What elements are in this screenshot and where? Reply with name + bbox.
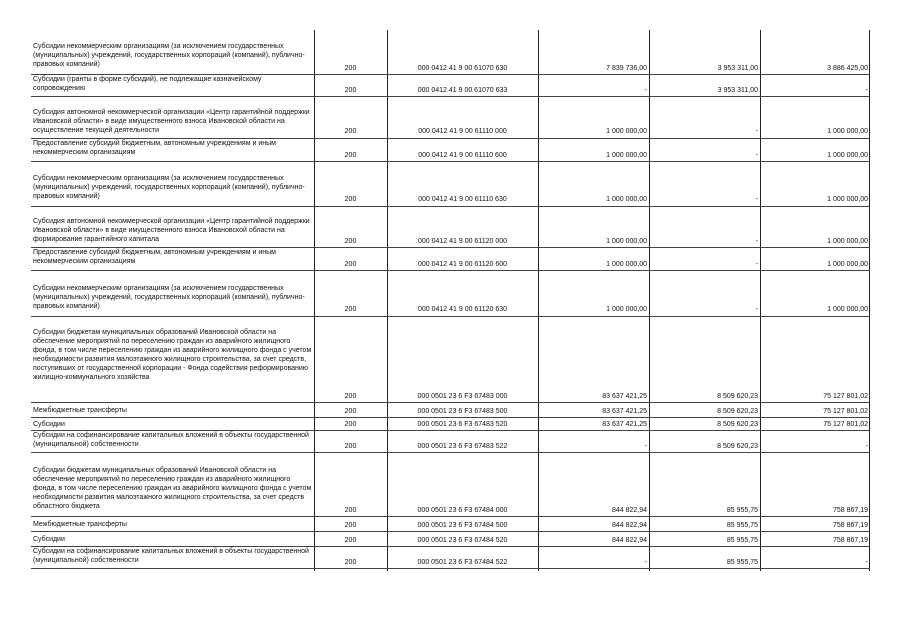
row-name-text: Субсидии <box>33 421 65 428</box>
table-row <box>31 517 870 531</box>
row-value-remaining-text: 1 000 000,00 <box>827 261 868 268</box>
row-code-text: 200 <box>344 87 357 94</box>
row-code-text: 200 <box>344 537 357 544</box>
row-value-approved <box>538 328 649 402</box>
table-row <box>31 431 870 452</box>
row-value-remaining-text: 3 886 425,00 <box>827 65 868 72</box>
row-name-text: Субсидия автономной некоммерческой организации «Центр гарантийной поддержки Ивановской области» в виде имущественного взноса Ивановской области на осуществление текущей деятельности <box>33 109 310 134</box>
table-row <box>31 547 870 568</box>
row-name-text: Межбюджетные трансферты <box>33 407 127 414</box>
row-code <box>314 418 387 430</box>
row-value-approved <box>538 403 649 417</box>
row-name <box>31 431 314 452</box>
row-name <box>31 42 314 74</box>
row-name <box>31 174 314 205</box>
row-value-executed-text: - <box>755 261 758 268</box>
table-row <box>31 328 870 402</box>
row-value-approved-text: 1 000 000,00 <box>606 152 647 159</box>
row-name-text: Субсидии <box>33 536 65 543</box>
row-kbk <box>387 174 538 205</box>
row-value-remaining <box>760 431 870 452</box>
row-kbk <box>387 532 538 546</box>
row-code-text: 200 <box>344 507 357 514</box>
row-kbk <box>387 42 538 74</box>
row-value-executed-text: 8 509 620,23 <box>717 408 758 415</box>
row-value-remaining-text: - <box>865 87 868 94</box>
row-code-text: 200 <box>344 238 357 245</box>
table-row <box>31 284 870 315</box>
row-kbk-text: 000 0412 41 9 00 61110 600 <box>418 152 507 159</box>
row-kbk-text: 000 0412 41 9 00 61120 630 <box>417 306 507 313</box>
row-value-executed <box>649 431 760 452</box>
row-divider <box>314 568 870 569</box>
row-kbk <box>387 248 538 270</box>
row-value-remaining-text: 1 000 000,00 <box>827 306 868 313</box>
row-divider <box>314 452 870 453</box>
row-value-remaining-text: - <box>865 443 868 450</box>
row-name <box>31 108 314 137</box>
table-row <box>31 217 870 247</box>
row-name-text: Субсидии бюджетам муниципальных образований Ивановской области на обеспечение мероприятий по переселению граждан из аварийного жилищного фонда, в том числе переселению граждан из аварийного жилищного фонда с учетом необходимости развития малоэтажного жилищного строительства, за счет средств, поступивших от государственной корпорации - Фонда содействия реформированию жилищно-коммунального хозяйства <box>33 329 312 381</box>
row-divider <box>31 96 314 97</box>
row-value-remaining-text: 1 000 000,00 <box>827 152 868 159</box>
row-code <box>314 248 387 270</box>
row-value-approved <box>538 139 649 161</box>
row-divider <box>31 452 314 453</box>
row-value-approved-text: 1 000 000,00 <box>606 128 647 135</box>
row-value-executed-text: 85 955,75 <box>726 522 758 529</box>
row-value-executed <box>649 547 760 568</box>
row-value-approved <box>538 418 649 430</box>
row-name <box>31 403 314 417</box>
row-value-approved <box>538 217 649 247</box>
table-row <box>31 174 870 205</box>
row-kbk <box>387 217 538 247</box>
row-value-approved <box>538 431 649 452</box>
row-value-approved-text: 1 000 000,00 <box>606 306 647 313</box>
row-value-approved <box>538 174 649 205</box>
row-value-executed-text: - <box>755 152 758 159</box>
row-value-remaining-text: 75 127 801,02 <box>823 421 868 428</box>
row-value-remaining <box>760 139 870 161</box>
table-row <box>31 403 870 417</box>
row-value-executed-text: 85 955,75 <box>726 537 758 544</box>
row-code-text: 200 <box>344 306 357 313</box>
row-name <box>31 418 314 430</box>
row-divider <box>314 96 870 97</box>
row-value-approved <box>538 517 649 531</box>
row-name-text: Субсидии некоммерческим организациям (за исключением государственных (муниципальных) учреждений, государственных корпораций (компаний), публично-правовых компаний) <box>33 175 305 200</box>
row-value-executed <box>649 248 760 270</box>
row-value-approved-text: 1 000 000,00 <box>606 196 647 203</box>
row-code <box>314 284 387 315</box>
row-value-remaining-text: 1 000 000,00 <box>827 238 868 245</box>
row-value-approved <box>538 108 649 137</box>
row-kbk-text: 000 0501 23 6 F3 67483 000 <box>417 393 508 400</box>
row-name <box>31 517 314 531</box>
row-divider <box>314 161 870 162</box>
row-name-text: Субсидии на софинансирование капитальных вложений в объекты государственной (муниципальной) собственности <box>33 548 309 564</box>
row-value-approved-text: 844 822,94 <box>611 522 647 529</box>
row-value-remaining <box>760 248 870 270</box>
row-code-text: 200 <box>344 559 357 566</box>
table-row <box>31 466 870 516</box>
row-code-text: 200 <box>344 408 357 415</box>
row-kbk <box>387 431 538 452</box>
row-kbk-text: 000 0501 23 6 F3 67484 000 <box>417 507 508 514</box>
row-kbk-text: 000 0412 41 9 00 61110 000 <box>418 128 507 135</box>
row-kbk <box>387 284 538 315</box>
row-code-text: 200 <box>344 421 357 428</box>
row-name-text: Предоставление субсидий бюджетным, автономным учреждениям и иным некоммерческим организациям <box>33 249 276 265</box>
row-kbk <box>387 547 538 568</box>
row-value-executed-text: 3 953 311,00 <box>717 87 758 94</box>
row-value-executed-text: - <box>755 238 758 245</box>
row-kbk-text: 000 0412 41 9 00 61110 630 <box>418 196 507 203</box>
table-row <box>31 248 870 270</box>
row-value-executed <box>649 466 760 516</box>
row-value-executed <box>649 418 760 430</box>
row-kbk <box>387 418 538 430</box>
row-value-remaining <box>760 517 870 531</box>
row-kbk-text: 000 0501 23 6 F3 67484 520 <box>417 537 508 544</box>
row-code-text: 200 <box>344 443 357 450</box>
row-value-remaining <box>760 328 870 402</box>
row-code <box>314 139 387 161</box>
row-code <box>314 108 387 137</box>
row-code-text: 200 <box>344 152 357 159</box>
row-value-remaining <box>760 466 870 516</box>
row-code <box>314 328 387 402</box>
row-value-remaining-text: 75 127 801,02 <box>823 393 868 400</box>
row-name-text: Субсидии некоммерческим организациям (за исключением государственных (муниципальных) учреждений, государственных корпораций (компаний), публично-правовых компаний) <box>33 285 305 310</box>
row-value-executed <box>649 75 760 96</box>
row-value-executed <box>649 532 760 546</box>
row-code <box>314 466 387 516</box>
row-code-text: 200 <box>344 393 357 400</box>
row-code <box>314 403 387 417</box>
row-value-remaining <box>760 532 870 546</box>
row-value-remaining <box>760 217 870 247</box>
row-value-executed-text: 8 509 620,23 <box>717 443 758 450</box>
row-code-text: 200 <box>344 128 357 135</box>
row-value-approved-text: 7 839 736,00 <box>606 65 647 72</box>
row-value-remaining <box>760 108 870 137</box>
row-name <box>31 284 314 315</box>
row-value-approved-text: - <box>644 559 647 566</box>
row-kbk <box>387 328 538 402</box>
table-row <box>31 418 870 430</box>
row-code <box>314 547 387 568</box>
table-row <box>31 108 870 137</box>
row-code <box>314 532 387 546</box>
table-row <box>31 139 870 161</box>
row-name-text: Субсидия автономной некоммерческой организации «Центр гарантийной поддержки Ивановской области» в виде имущественного взноса Ивановской области на формирование гарантийного капитала <box>33 218 310 243</box>
row-value-approved <box>538 547 649 568</box>
row-kbk <box>387 466 538 516</box>
row-kbk <box>387 75 538 96</box>
row-value-executed <box>649 403 760 417</box>
row-name <box>31 466 314 516</box>
row-code-text: 200 <box>344 261 357 268</box>
row-kbk <box>387 403 538 417</box>
row-name <box>31 75 314 96</box>
row-name <box>31 547 314 568</box>
row-value-executed <box>649 517 760 531</box>
row-divider <box>31 316 314 317</box>
row-value-remaining-text: 758 867,19 <box>832 522 868 529</box>
row-divider <box>31 206 314 207</box>
row-value-approved <box>538 466 649 516</box>
row-value-executed <box>649 108 760 137</box>
row-name <box>31 532 314 546</box>
row-code <box>314 431 387 452</box>
row-value-executed <box>649 42 760 74</box>
row-divider <box>31 270 314 271</box>
row-kbk-text: 000 0412 41 9 00 61070 633 <box>417 87 508 94</box>
row-value-executed-text: - <box>755 196 758 203</box>
row-name <box>31 248 314 270</box>
row-value-executed-text: 8 509 620,23 <box>717 393 758 400</box>
row-value-remaining-text: - <box>865 559 868 566</box>
row-value-approved-text: 844 822,94 <box>611 537 647 544</box>
row-name-text: Субсидии на софинансирование капитальных вложений в объекты государственной (муниципальной) собственности <box>33 432 309 448</box>
row-name <box>31 328 314 402</box>
row-value-executed <box>649 217 760 247</box>
row-name <box>31 217 314 247</box>
table-row <box>31 42 870 74</box>
row-kbk <box>387 517 538 531</box>
row-kbk <box>387 108 538 137</box>
row-value-approved <box>538 248 649 270</box>
row-value-remaining-text: 1 000 000,00 <box>827 128 868 135</box>
row-value-approved <box>538 284 649 315</box>
row-value-remaining <box>760 547 870 568</box>
row-divider <box>314 316 870 317</box>
row-value-approved-text: 83 637 421,25 <box>602 393 647 400</box>
row-value-executed-text: 85 955,75 <box>726 559 758 566</box>
row-value-approved-text: 83 637 421,25 <box>602 408 647 415</box>
row-value-approved-text: 1 000 000,00 <box>606 238 647 245</box>
row-code <box>314 217 387 247</box>
row-divider <box>314 206 870 207</box>
row-kbk-text: 000 0501 23 6 F3 67483 522 <box>417 443 508 450</box>
row-kbk <box>387 139 538 161</box>
row-name-text: Субсидии бюджетам муниципальных образований Ивановской области на обеспечение мероприятий по переселению граждан из аварийного жилищного фонда, в том числе переселению граждан из аварийного жилищного фонда с учетом необходимости развития малоэтажного жилищного строительства, за счет средств областного бюджета <box>33 467 312 510</box>
row-value-remaining <box>760 403 870 417</box>
row-kbk-text: 000 0501 23 6 F3 67484 522 <box>417 559 508 566</box>
table-row <box>31 75 870 96</box>
row-value-executed-text: 3 953 311,00 <box>717 65 758 72</box>
row-code-text: 200 <box>344 196 357 203</box>
row-value-remaining-text: 758 867,19 <box>832 537 868 544</box>
row-kbk-text: 000 0412 41 9 00 61070 630 <box>417 65 508 72</box>
row-name <box>31 139 314 161</box>
row-divider <box>31 161 314 162</box>
row-value-approved-text: 83 637 421,25 <box>602 421 647 428</box>
row-value-remaining-text: 1 000 000,00 <box>827 196 868 203</box>
row-value-executed-text: - <box>755 128 758 135</box>
row-value-executed <box>649 174 760 205</box>
row-value-executed-text: 8 509 620,23 <box>717 421 758 428</box>
row-value-remaining <box>760 75 870 96</box>
row-value-executed <box>649 139 760 161</box>
row-value-approved <box>538 42 649 74</box>
row-value-approved <box>538 75 649 96</box>
row-name-text: Предоставление субсидий бюджетным, автономным учреждениям и иным некоммерческим организациям <box>33 140 276 156</box>
row-value-approved-text: 1 000 000,00 <box>606 261 647 268</box>
row-value-executed-text: 85 955,75 <box>726 507 758 514</box>
row-name-text: Субсидии некоммерческим организациям (за исключением государственных (муниципальных) учреждений, государственных корпораций (компаний), публично-правовых компаний) <box>33 43 305 68</box>
row-value-remaining <box>760 174 870 205</box>
row-code <box>314 75 387 96</box>
row-kbk-text: 000 0501 23 6 F3 67484 500 <box>417 522 508 529</box>
row-code <box>314 174 387 205</box>
row-code <box>314 517 387 531</box>
row-name-text: Межбюджетные трансферты <box>33 521 127 528</box>
row-kbk-text: 000 0501 23 6 F3 67483 520 <box>417 421 508 428</box>
row-value-approved-text: - <box>644 443 647 450</box>
row-value-remaining <box>760 284 870 315</box>
row-code <box>314 42 387 74</box>
row-value-executed <box>649 284 760 315</box>
row-value-approved-text: 844 822,94 <box>611 507 647 514</box>
row-value-remaining <box>760 418 870 430</box>
row-kbk-text: 000 0412 41 9 00 61120 000 <box>417 238 507 245</box>
table-row <box>31 532 870 546</box>
row-value-approved <box>538 532 649 546</box>
row-divider <box>314 270 870 271</box>
row-value-executed <box>649 328 760 402</box>
row-name-text: Субсидии (гранты в форме субсидий), не подлежащие казначейскому сопровождению <box>33 76 262 92</box>
row-code-text: 200 <box>344 65 357 72</box>
row-code-text: 200 <box>344 522 357 529</box>
row-value-remaining-text: 75 127 801,02 <box>823 408 868 415</box>
row-kbk-text: 000 0412 41 9 00 61120 600 <box>417 261 507 268</box>
row-value-remaining-text: 758 867,19 <box>832 507 868 514</box>
row-value-remaining <box>760 42 870 74</box>
row-kbk-text: 000 0501 23 6 F3 67483 500 <box>417 408 508 415</box>
row-divider <box>31 568 314 569</box>
row-value-executed-text: - <box>755 306 758 313</box>
row-value-approved-text: - <box>644 87 647 94</box>
